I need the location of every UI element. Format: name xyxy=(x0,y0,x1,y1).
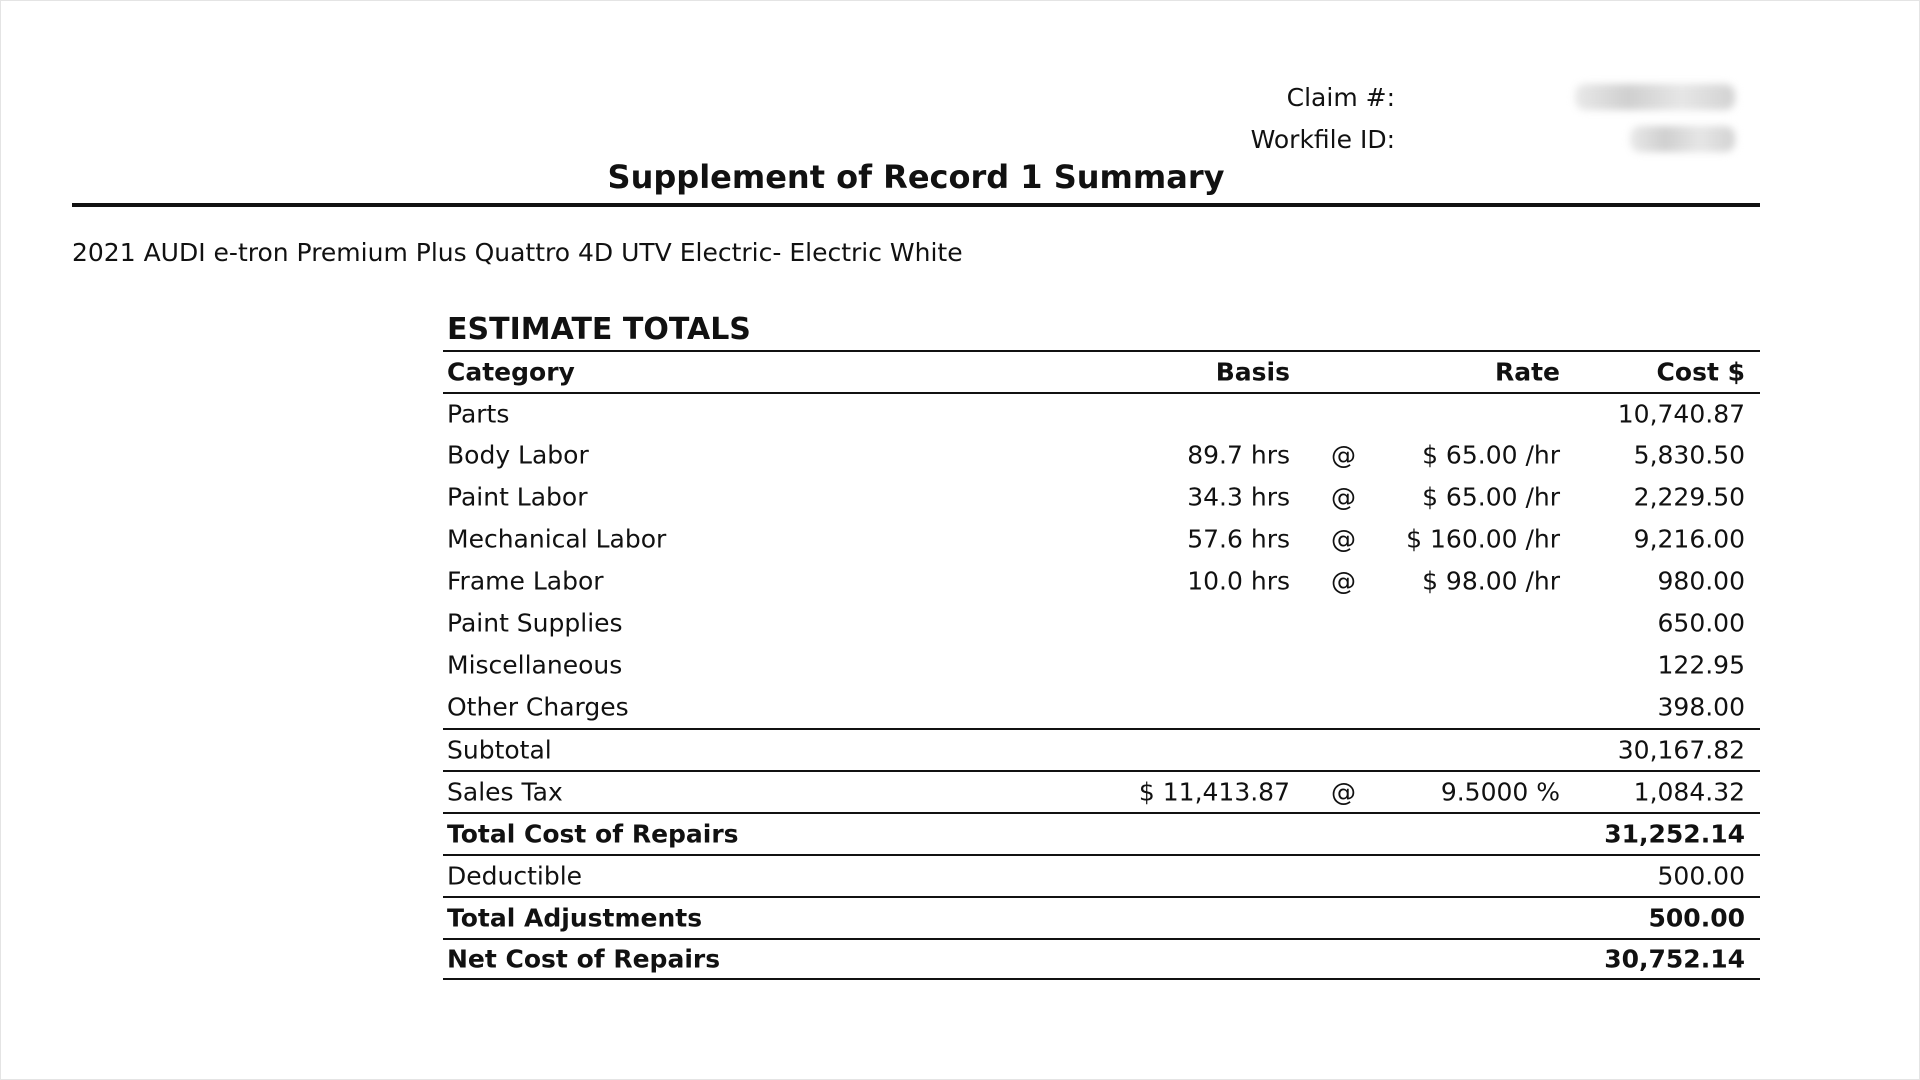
table-row xyxy=(443,392,1760,434)
row-basis: 10.0 hrs xyxy=(1187,566,1290,596)
row-category: Net Cost of Repairs xyxy=(447,944,721,974)
row-category: Deductible xyxy=(447,861,583,891)
column-header-category: Category xyxy=(447,357,575,387)
row-cost: 980.00 xyxy=(1657,566,1745,596)
row-cost: 30,752.14 xyxy=(1604,944,1745,974)
table-row xyxy=(443,854,1760,896)
table-header-row xyxy=(443,350,1760,392)
row-rate: $ 98.00 /hr xyxy=(1422,566,1560,596)
table-row xyxy=(443,518,1760,560)
row-rate: 9.5000 % xyxy=(1440,777,1560,807)
row-cost: 398.00 xyxy=(1657,692,1745,722)
row-category: Paint Supplies xyxy=(447,608,623,638)
vehicle-description: 2021 AUDI e-tron Premium Plus Quattro 4D UTV Electric- Electric White xyxy=(72,238,963,267)
workfile-id-row xyxy=(1180,118,1800,160)
row-category: Total Cost of Repairs xyxy=(447,819,739,849)
row-cost: 1,084.32 xyxy=(1633,777,1745,807)
document-title: Supplement of Record 1 Summary xyxy=(607,158,1225,196)
claim-number-row xyxy=(1180,76,1800,118)
row-category: Sales Tax xyxy=(447,777,563,807)
row-basis: 57.6 hrs xyxy=(1187,524,1290,554)
row-cost: 122.95 xyxy=(1657,650,1745,680)
claim-number-redacted xyxy=(1575,84,1735,110)
row-at-symbol: @ xyxy=(1331,440,1356,470)
claim-info xyxy=(1180,76,1800,160)
row-category: Parts xyxy=(447,399,510,429)
row-cost: 650.00 xyxy=(1657,608,1745,638)
row-cost: 5,830.50 xyxy=(1633,440,1745,470)
row-at-symbol: @ xyxy=(1331,482,1356,512)
row-at-symbol: @ xyxy=(1331,524,1356,554)
row-at-symbol: @ xyxy=(1331,777,1356,807)
table-row xyxy=(443,560,1760,602)
row-basis: 89.7 hrs xyxy=(1187,440,1290,470)
row-category: Subtotal xyxy=(447,735,552,765)
row-basis: 34.3 hrs xyxy=(1187,482,1290,512)
row-category: Mechanical Labor xyxy=(447,524,667,554)
workfile-id-redacted xyxy=(1630,126,1735,152)
row-cost: 2,229.50 xyxy=(1633,482,1745,512)
column-header-cost: Cost $ xyxy=(1656,357,1745,387)
table-row xyxy=(443,434,1760,476)
row-category: Miscellaneous xyxy=(447,650,623,680)
row-category: Other Charges xyxy=(447,692,629,722)
row-category: Paint Labor xyxy=(447,482,588,512)
table-body xyxy=(443,392,1760,980)
table-row xyxy=(443,686,1760,728)
estimate-totals-table xyxy=(443,310,1760,980)
table-row xyxy=(443,644,1760,686)
row-rate: $ 160.00 /hr xyxy=(1406,524,1560,554)
claim-number-label: Claim #: xyxy=(1286,82,1395,112)
row-cost: 9,216.00 xyxy=(1633,524,1745,554)
table-row xyxy=(443,602,1760,644)
row-cost: 500.00 xyxy=(1657,861,1745,891)
title-divider xyxy=(72,203,1760,207)
column-header-basis: Basis xyxy=(1215,357,1290,387)
row-basis: $ 11,413.87 xyxy=(1138,777,1290,807)
row-cost: 30,167.82 xyxy=(1617,735,1745,765)
row-cost: 500.00 xyxy=(1648,903,1745,933)
table-row xyxy=(443,728,1760,770)
row-rate: $ 65.00 /hr xyxy=(1422,440,1560,470)
workfile-id-label: Workfile ID: xyxy=(1250,124,1395,154)
row-category: Frame Labor xyxy=(447,566,604,596)
row-at-symbol: @ xyxy=(1331,566,1356,596)
row-cost: 10,740.87 xyxy=(1617,399,1745,429)
row-category: Body Labor xyxy=(447,440,589,470)
row-cost: 31,252.14 xyxy=(1604,819,1745,849)
table-row xyxy=(443,896,1760,938)
table-row xyxy=(443,770,1760,812)
table-row xyxy=(443,938,1760,980)
row-category: Total Adjustments xyxy=(447,903,703,933)
estimate-totals-title: ESTIMATE TOTALS xyxy=(447,312,751,347)
table-row xyxy=(443,812,1760,854)
row-rate: $ 65.00 /hr xyxy=(1422,482,1560,512)
column-header-rate: Rate xyxy=(1494,357,1560,387)
table-row xyxy=(443,476,1760,518)
